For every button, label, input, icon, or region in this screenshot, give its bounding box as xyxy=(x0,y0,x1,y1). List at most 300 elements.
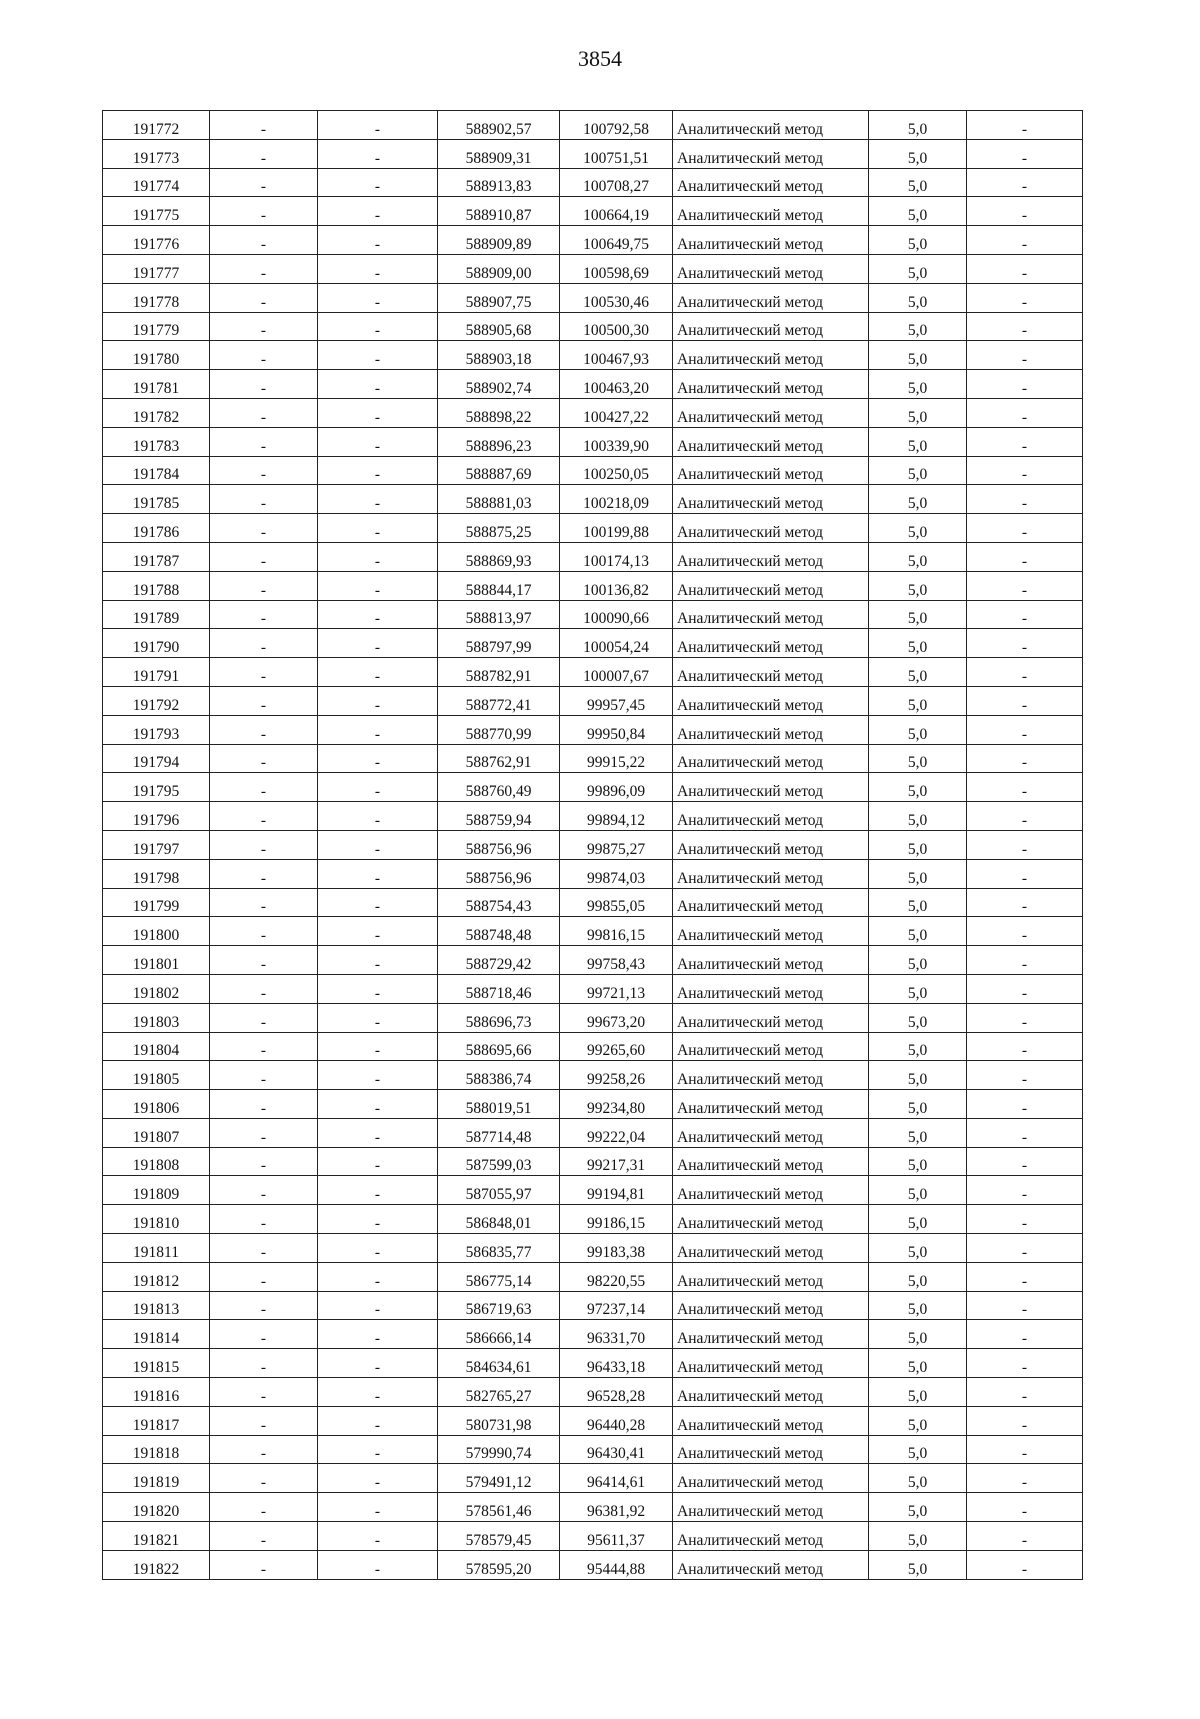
point-number-cell: 191777 xyxy=(103,254,210,283)
x-coordinate-cell: 588881,03 xyxy=(438,485,560,514)
y-coordinate-cell: 100054,24 xyxy=(560,629,673,658)
table-row xyxy=(103,1435,1083,1464)
x-coordinate-cell: 588910,87 xyxy=(438,197,560,226)
empty-cell: - xyxy=(318,1464,438,1493)
empty-cell: - xyxy=(210,859,318,888)
table-row xyxy=(103,1003,1083,1032)
y-coordinate-cell: 100467,93 xyxy=(560,341,673,370)
y-coordinate-cell: 100792,58 xyxy=(560,111,673,140)
method-cell: Аналитический метод xyxy=(673,1003,869,1032)
empty-cell: - xyxy=(967,1435,1083,1464)
empty-cell: - xyxy=(967,398,1083,427)
accuracy-cell: 5,0 xyxy=(869,888,967,917)
method-cell: Аналитический метод xyxy=(673,1090,869,1119)
x-coordinate-cell: 578579,45 xyxy=(438,1522,560,1551)
method-cell: Аналитический метод xyxy=(673,139,869,168)
table-row xyxy=(103,1147,1083,1176)
method-cell: Аналитический метод xyxy=(673,542,869,571)
y-coordinate-cell: 100530,46 xyxy=(560,283,673,312)
x-coordinate-cell: 588762,91 xyxy=(438,744,560,773)
y-coordinate-cell: 100199,88 xyxy=(560,514,673,543)
empty-cell: - xyxy=(210,456,318,485)
point-number-cell: 191786 xyxy=(103,514,210,543)
empty-cell: - xyxy=(318,773,438,802)
accuracy-cell: 5,0 xyxy=(869,456,967,485)
empty-cell: - xyxy=(967,917,1083,946)
empty-cell: - xyxy=(210,1406,318,1435)
point-number-cell: 191820 xyxy=(103,1493,210,1522)
x-coordinate-cell: 578595,20 xyxy=(438,1550,560,1579)
table-row xyxy=(103,1320,1083,1349)
table-row xyxy=(103,1349,1083,1378)
empty-cell: - xyxy=(967,1205,1083,1234)
empty-cell: - xyxy=(318,917,438,946)
x-coordinate-cell: 582765,27 xyxy=(438,1378,560,1407)
empty-cell: - xyxy=(967,1147,1083,1176)
y-coordinate-cell: 100708,27 xyxy=(560,168,673,197)
method-cell: Аналитический метод xyxy=(673,370,869,399)
empty-cell: - xyxy=(318,1493,438,1522)
method-cell: Аналитический метод xyxy=(673,111,869,140)
x-coordinate-cell: 587599,03 xyxy=(438,1147,560,1176)
point-number-cell: 191822 xyxy=(103,1550,210,1579)
empty-cell: - xyxy=(967,1234,1083,1263)
empty-cell: - xyxy=(967,341,1083,370)
method-cell: Аналитический метод xyxy=(673,571,869,600)
empty-cell: - xyxy=(967,370,1083,399)
empty-cell: - xyxy=(318,1406,438,1435)
table-row xyxy=(103,341,1083,370)
y-coordinate-cell: 99875,27 xyxy=(560,830,673,859)
point-number-cell: 191799 xyxy=(103,888,210,917)
x-coordinate-cell: 588772,41 xyxy=(438,686,560,715)
method-cell: Аналитический метод xyxy=(673,168,869,197)
point-number-cell: 191802 xyxy=(103,974,210,1003)
x-coordinate-cell: 588729,42 xyxy=(438,946,560,975)
x-coordinate-cell: 586775,14 xyxy=(438,1262,560,1291)
x-coordinate-cell: 588696,73 xyxy=(438,1003,560,1032)
method-cell: Аналитический метод xyxy=(673,514,869,543)
empty-cell: - xyxy=(210,514,318,543)
empty-cell: - xyxy=(318,802,438,831)
empty-cell: - xyxy=(967,1176,1083,1205)
method-cell: Аналитический метод xyxy=(673,312,869,341)
method-cell: Аналитический метод xyxy=(673,1406,869,1435)
empty-cell: - xyxy=(210,341,318,370)
method-cell: Аналитический метод xyxy=(673,715,869,744)
y-coordinate-cell: 99186,15 xyxy=(560,1205,673,1234)
accuracy-cell: 5,0 xyxy=(869,600,967,629)
table-row xyxy=(103,1550,1083,1579)
x-coordinate-cell: 588797,99 xyxy=(438,629,560,658)
table-row xyxy=(103,226,1083,255)
empty-cell: - xyxy=(967,1550,1083,1579)
accuracy-cell: 5,0 xyxy=(869,1378,967,1407)
empty-cell: - xyxy=(210,946,318,975)
table-row xyxy=(103,1176,1083,1205)
empty-cell: - xyxy=(210,658,318,687)
table-row xyxy=(103,686,1083,715)
x-coordinate-cell: 588718,46 xyxy=(438,974,560,1003)
accuracy-cell: 5,0 xyxy=(869,226,967,255)
x-coordinate-cell: 580731,98 xyxy=(438,1406,560,1435)
table-row xyxy=(103,1090,1083,1119)
table-row xyxy=(103,514,1083,543)
table-row xyxy=(103,830,1083,859)
x-coordinate-cell: 579491,12 xyxy=(438,1464,560,1493)
point-number-cell: 191807 xyxy=(103,1118,210,1147)
empty-cell: - xyxy=(318,1118,438,1147)
table-row xyxy=(103,1205,1083,1234)
point-number-cell: 191789 xyxy=(103,600,210,629)
accuracy-cell: 5,0 xyxy=(869,1147,967,1176)
empty-cell: - xyxy=(210,830,318,859)
y-coordinate-cell: 95611,37 xyxy=(560,1522,673,1551)
y-coordinate-cell: 99222,04 xyxy=(560,1118,673,1147)
accuracy-cell: 5,0 xyxy=(869,542,967,571)
empty-cell: - xyxy=(318,1435,438,1464)
empty-cell: - xyxy=(967,197,1083,226)
empty-cell: - xyxy=(967,1320,1083,1349)
point-number-cell: 191782 xyxy=(103,398,210,427)
page-number: 3854 xyxy=(578,46,622,71)
x-coordinate-cell: 588909,00 xyxy=(438,254,560,283)
empty-cell: - xyxy=(967,888,1083,917)
empty-cell: - xyxy=(318,485,438,514)
x-coordinate-cell: 588913,83 xyxy=(438,168,560,197)
empty-cell: - xyxy=(210,1291,318,1320)
table-row xyxy=(103,888,1083,917)
point-number-cell: 191813 xyxy=(103,1291,210,1320)
table-row xyxy=(103,542,1083,571)
empty-cell: - xyxy=(967,1464,1083,1493)
empty-cell: - xyxy=(967,802,1083,831)
empty-cell: - xyxy=(210,1118,318,1147)
empty-cell: - xyxy=(318,715,438,744)
empty-cell: - xyxy=(318,456,438,485)
method-cell: Аналитический метод xyxy=(673,888,869,917)
method-cell: Аналитический метод xyxy=(673,1493,869,1522)
x-coordinate-cell: 588896,23 xyxy=(438,427,560,456)
y-coordinate-cell: 96331,70 xyxy=(560,1320,673,1349)
y-coordinate-cell: 99194,81 xyxy=(560,1176,673,1205)
empty-cell: - xyxy=(210,139,318,168)
point-number-cell: 191817 xyxy=(103,1406,210,1435)
empty-cell: - xyxy=(210,542,318,571)
empty-cell: - xyxy=(318,830,438,859)
point-number-cell: 191776 xyxy=(103,226,210,255)
table-row xyxy=(103,398,1083,427)
x-coordinate-cell: 586666,14 xyxy=(438,1320,560,1349)
empty-cell: - xyxy=(318,111,438,140)
y-coordinate-cell: 99234,80 xyxy=(560,1090,673,1119)
point-number-cell: 191812 xyxy=(103,1262,210,1291)
accuracy-cell: 5,0 xyxy=(869,1118,967,1147)
empty-cell: - xyxy=(967,1118,1083,1147)
x-coordinate-cell: 588902,74 xyxy=(438,370,560,399)
empty-cell: - xyxy=(318,370,438,399)
x-coordinate-cell: 588813,97 xyxy=(438,600,560,629)
accuracy-cell: 5,0 xyxy=(869,139,967,168)
table-row xyxy=(103,571,1083,600)
empty-cell: - xyxy=(318,1291,438,1320)
accuracy-cell: 5,0 xyxy=(869,917,967,946)
table-row xyxy=(103,312,1083,341)
table-row xyxy=(103,658,1083,687)
table-row xyxy=(103,197,1083,226)
empty-cell: - xyxy=(318,744,438,773)
x-coordinate-cell: 587714,48 xyxy=(438,1118,560,1147)
y-coordinate-cell: 95444,88 xyxy=(560,1550,673,1579)
point-number-cell: 191808 xyxy=(103,1147,210,1176)
method-cell: Аналитический метод xyxy=(673,1435,869,1464)
accuracy-cell: 5,0 xyxy=(869,1262,967,1291)
empty-cell: - xyxy=(318,629,438,658)
empty-cell: - xyxy=(210,1176,318,1205)
accuracy-cell: 5,0 xyxy=(869,571,967,600)
accuracy-cell: 5,0 xyxy=(869,1349,967,1378)
y-coordinate-cell: 99896,09 xyxy=(560,773,673,802)
accuracy-cell: 5,0 xyxy=(869,1493,967,1522)
point-number-cell: 191788 xyxy=(103,571,210,600)
point-number-cell: 191819 xyxy=(103,1464,210,1493)
x-coordinate-cell: 579990,74 xyxy=(438,1435,560,1464)
table-row xyxy=(103,168,1083,197)
empty-cell: - xyxy=(967,1378,1083,1407)
y-coordinate-cell: 100250,05 xyxy=(560,456,673,485)
empty-cell: - xyxy=(967,485,1083,514)
x-coordinate-cell: 588909,89 xyxy=(438,226,560,255)
empty-cell: - xyxy=(318,1349,438,1378)
method-cell: Аналитический метод xyxy=(673,456,869,485)
table-row xyxy=(103,1464,1083,1493)
point-number-cell: 191792 xyxy=(103,686,210,715)
accuracy-cell: 5,0 xyxy=(869,859,967,888)
method-cell: Аналитический метод xyxy=(673,974,869,1003)
accuracy-cell: 5,0 xyxy=(869,658,967,687)
empty-cell: - xyxy=(210,111,318,140)
empty-cell: - xyxy=(967,773,1083,802)
empty-cell: - xyxy=(967,744,1083,773)
accuracy-cell: 5,0 xyxy=(869,1435,967,1464)
y-coordinate-cell: 99258,26 xyxy=(560,1061,673,1090)
accuracy-cell: 5,0 xyxy=(869,312,967,341)
x-coordinate-cell: 588875,25 xyxy=(438,514,560,543)
table-row xyxy=(103,1522,1083,1551)
empty-cell: - xyxy=(967,1406,1083,1435)
x-coordinate-cell: 588754,43 xyxy=(438,888,560,917)
empty-cell: - xyxy=(210,1464,318,1493)
point-number-cell: 191794 xyxy=(103,744,210,773)
method-cell: Аналитический метод xyxy=(673,1176,869,1205)
empty-cell: - xyxy=(318,1234,438,1263)
empty-cell: - xyxy=(967,542,1083,571)
table-row xyxy=(103,139,1083,168)
empty-cell: - xyxy=(210,168,318,197)
empty-cell: - xyxy=(967,830,1083,859)
empty-cell: - xyxy=(318,283,438,312)
y-coordinate-cell: 100598,69 xyxy=(560,254,673,283)
point-number-cell: 191804 xyxy=(103,1032,210,1061)
empty-cell: - xyxy=(318,542,438,571)
table-row xyxy=(103,773,1083,802)
empty-cell: - xyxy=(210,1147,318,1176)
point-number-cell: 191783 xyxy=(103,427,210,456)
x-coordinate-cell: 586848,01 xyxy=(438,1205,560,1234)
empty-cell: - xyxy=(318,1262,438,1291)
empty-cell: - xyxy=(967,111,1083,140)
method-cell: Аналитический метод xyxy=(673,686,869,715)
empty-cell: - xyxy=(318,859,438,888)
table-row xyxy=(103,744,1083,773)
accuracy-cell: 5,0 xyxy=(869,427,967,456)
empty-cell: - xyxy=(967,1061,1083,1090)
empty-cell: - xyxy=(318,974,438,1003)
method-cell: Аналитический метод xyxy=(673,197,869,226)
method-cell: Аналитический метод xyxy=(673,1118,869,1147)
point-number-cell: 191790 xyxy=(103,629,210,658)
table-row xyxy=(103,456,1083,485)
empty-cell: - xyxy=(967,1522,1083,1551)
table-row xyxy=(103,1118,1083,1147)
empty-cell: - xyxy=(318,1147,438,1176)
accuracy-cell: 5,0 xyxy=(869,514,967,543)
empty-cell: - xyxy=(318,1061,438,1090)
table-row xyxy=(103,1061,1083,1090)
y-coordinate-cell: 100664,19 xyxy=(560,197,673,226)
accuracy-cell: 5,0 xyxy=(869,744,967,773)
x-coordinate-cell: 588386,74 xyxy=(438,1061,560,1090)
y-coordinate-cell: 99874,03 xyxy=(560,859,673,888)
point-number-cell: 191781 xyxy=(103,370,210,399)
method-cell: Аналитический метод xyxy=(673,830,869,859)
empty-cell: - xyxy=(210,600,318,629)
empty-cell: - xyxy=(318,312,438,341)
accuracy-cell: 5,0 xyxy=(869,1550,967,1579)
method-cell: Аналитический метод xyxy=(673,341,869,370)
empty-cell: - xyxy=(210,686,318,715)
empty-cell: - xyxy=(967,946,1083,975)
empty-cell: - xyxy=(967,1349,1083,1378)
table-row xyxy=(103,917,1083,946)
empty-cell: - xyxy=(318,139,438,168)
method-cell: Аналитический метод xyxy=(673,859,869,888)
accuracy-cell: 5,0 xyxy=(869,111,967,140)
accuracy-cell: 5,0 xyxy=(869,1090,967,1119)
x-coordinate-cell: 588756,96 xyxy=(438,859,560,888)
empty-cell: - xyxy=(967,254,1083,283)
empty-cell: - xyxy=(967,456,1083,485)
empty-cell: - xyxy=(210,888,318,917)
empty-cell: - xyxy=(318,1003,438,1032)
y-coordinate-cell: 99915,22 xyxy=(560,744,673,773)
empty-cell: - xyxy=(967,1003,1083,1032)
method-cell: Аналитический метод xyxy=(673,1205,869,1234)
x-coordinate-cell: 588898,22 xyxy=(438,398,560,427)
point-number-cell: 191810 xyxy=(103,1205,210,1234)
method-cell: Аналитический метод xyxy=(673,600,869,629)
accuracy-cell: 5,0 xyxy=(869,1205,967,1234)
empty-cell: - xyxy=(318,571,438,600)
y-coordinate-cell: 98220,55 xyxy=(560,1262,673,1291)
y-coordinate-cell: 100090,66 xyxy=(560,600,673,629)
method-cell: Аналитический метод xyxy=(673,427,869,456)
empty-cell: - xyxy=(967,1032,1083,1061)
empty-cell: - xyxy=(210,917,318,946)
accuracy-cell: 5,0 xyxy=(869,485,967,514)
accuracy-cell: 5,0 xyxy=(869,341,967,370)
x-coordinate-cell: 586835,77 xyxy=(438,1234,560,1263)
point-number-cell: 191814 xyxy=(103,1320,210,1349)
accuracy-cell: 5,0 xyxy=(869,686,967,715)
empty-cell: - xyxy=(318,1205,438,1234)
empty-cell: - xyxy=(210,1493,318,1522)
y-coordinate-cell: 100751,51 xyxy=(560,139,673,168)
x-coordinate-cell: 588844,17 xyxy=(438,571,560,600)
empty-cell: - xyxy=(967,859,1083,888)
empty-cell: - xyxy=(318,1320,438,1349)
method-cell: Аналитический метод xyxy=(673,283,869,312)
y-coordinate-cell: 96433,18 xyxy=(560,1349,673,1378)
x-coordinate-cell: 588748,48 xyxy=(438,917,560,946)
accuracy-cell: 5,0 xyxy=(869,773,967,802)
accuracy-cell: 5,0 xyxy=(869,1061,967,1090)
table-row xyxy=(103,485,1083,514)
empty-cell: - xyxy=(210,715,318,744)
y-coordinate-cell: 99217,31 xyxy=(560,1147,673,1176)
point-number-cell: 191801 xyxy=(103,946,210,975)
empty-cell: - xyxy=(318,341,438,370)
x-coordinate-cell: 588907,75 xyxy=(438,283,560,312)
table-row xyxy=(103,1234,1083,1263)
y-coordinate-cell: 100427,22 xyxy=(560,398,673,427)
y-coordinate-cell: 100500,30 xyxy=(560,312,673,341)
method-cell: Аналитический метод xyxy=(673,1550,869,1579)
method-cell: Аналитический метод xyxy=(673,1032,869,1061)
empty-cell: - xyxy=(318,398,438,427)
empty-cell: - xyxy=(210,283,318,312)
method-cell: Аналитический метод xyxy=(673,1234,869,1263)
empty-cell: - xyxy=(967,312,1083,341)
accuracy-cell: 5,0 xyxy=(869,1176,967,1205)
table-row xyxy=(103,1378,1083,1407)
point-number-cell: 191780 xyxy=(103,341,210,370)
point-number-cell: 191787 xyxy=(103,542,210,571)
empty-cell: - xyxy=(210,773,318,802)
point-number-cell: 191778 xyxy=(103,283,210,312)
accuracy-cell: 5,0 xyxy=(869,1003,967,1032)
method-cell: Аналитический метод xyxy=(673,254,869,283)
table-row xyxy=(103,715,1083,744)
accuracy-cell: 5,0 xyxy=(869,283,967,312)
empty-cell: - xyxy=(967,974,1083,1003)
x-coordinate-cell: 588887,69 xyxy=(438,456,560,485)
accuracy-cell: 5,0 xyxy=(869,370,967,399)
y-coordinate-cell: 96440,28 xyxy=(560,1406,673,1435)
y-coordinate-cell: 100136,82 xyxy=(560,571,673,600)
empty-cell: - xyxy=(210,1349,318,1378)
y-coordinate-cell: 96381,92 xyxy=(560,1493,673,1522)
y-coordinate-cell: 100007,67 xyxy=(560,658,673,687)
accuracy-cell: 5,0 xyxy=(869,1032,967,1061)
point-number-cell: 191815 xyxy=(103,1349,210,1378)
y-coordinate-cell: 96528,28 xyxy=(560,1378,673,1407)
y-coordinate-cell: 99950,84 xyxy=(560,715,673,744)
point-number-cell: 191785 xyxy=(103,485,210,514)
empty-cell: - xyxy=(318,514,438,543)
table-row xyxy=(103,1262,1083,1291)
table-row xyxy=(103,946,1083,975)
